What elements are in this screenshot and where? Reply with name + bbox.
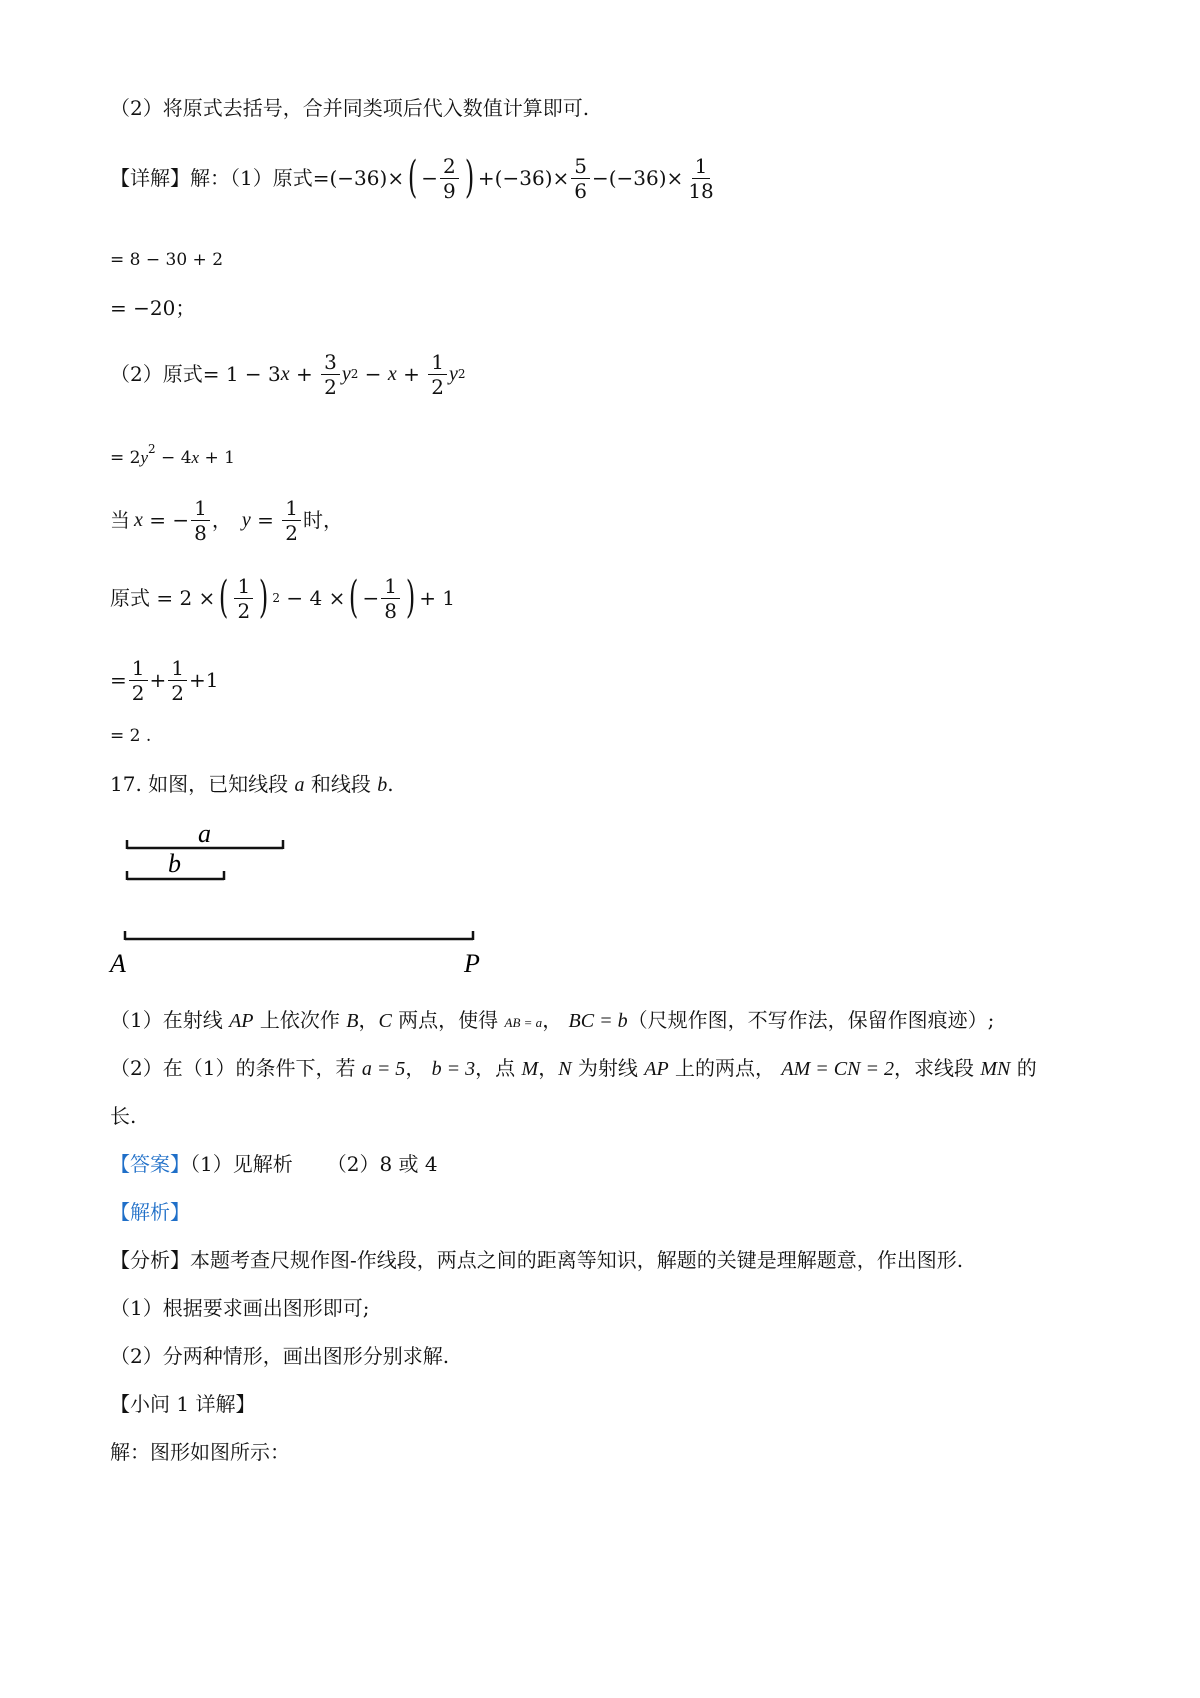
question-17-part-1	[110, 1008, 994, 1035]
detail2-eq: = 1 − 3	[202, 362, 281, 386]
step-d	[110, 654, 218, 706]
comma: ，	[405, 1056, 432, 1080]
label-P: P	[464, 949, 480, 978]
denominator: 2	[171, 680, 184, 705]
step-d-post: +1	[189, 668, 219, 692]
analysis-text: 【分析】本题考查尺规作图-作线段，两点之间的距离等知识，解题的关键是理解题意，作出图形.	[110, 1248, 964, 1272]
step-c	[110, 442, 235, 470]
point-N: N	[558, 1058, 572, 1080]
subst-mid: − 4 ×	[280, 586, 346, 610]
analysis-line-part2: （2）将原式去括号，合并同类项后代入数值计算即可.	[110, 96, 590, 120]
subst-pre: 原式 = 2 ×	[110, 586, 216, 610]
q17-2-c5: 上的两点，	[668, 1056, 782, 1080]
analysis-step-2: （2）分两种情形，画出图形分别求解.	[110, 1344, 450, 1368]
answer-part-2: （2）8 或 4	[326, 1152, 438, 1176]
step-c-mid: − 4	[155, 448, 192, 468]
numerator: 1	[191, 497, 210, 521]
q17-2-c2: ，点	[475, 1056, 522, 1080]
analysis-tag: 【解析】	[110, 1200, 190, 1224]
condition-a: a = 5	[361, 1058, 406, 1080]
condition-BC: BC = b	[568, 1010, 628, 1032]
when-post: 时，	[302, 508, 343, 532]
q17-2-c6: ，求线段	[893, 1056, 981, 1080]
numerator: 1	[381, 575, 400, 599]
q17-2-pre: （2）在（1）的条件下，若	[110, 1056, 362, 1080]
var-x: x	[134, 509, 143, 531]
q17-mid: 和线段	[304, 772, 378, 796]
when-eq1: = −	[142, 508, 190, 532]
q17-1-mid2: ，	[358, 1008, 379, 1032]
numerator: 1	[234, 575, 253, 599]
fraction-1-2	[282, 497, 301, 544]
question-17-part-2	[110, 1056, 1037, 1081]
numerator: 1	[129, 657, 148, 681]
fraction-1-2	[168, 657, 187, 704]
subquestion-1-heading: 【小问 1 详解】	[110, 1392, 256, 1416]
q17-pre: 17. 如图，已知线段	[110, 772, 295, 796]
q17-1-mid4: ，	[542, 1008, 569, 1032]
label-a: a	[198, 820, 211, 848]
exponent: 2	[148, 442, 156, 456]
detail-prefix: 【详解】解：（1）原式	[110, 166, 313, 190]
denominator: 2	[285, 520, 298, 545]
numerator: 1	[692, 155, 711, 179]
right-paren: )	[464, 152, 475, 203]
when-pre: 当	[110, 508, 130, 532]
numerator: 2	[440, 155, 459, 179]
q17-2-c4: 为射线	[571, 1056, 645, 1080]
numerator: 1	[282, 497, 301, 521]
denominator: 2	[237, 598, 251, 623]
step-a: = 8 − 30 + 2	[110, 250, 224, 270]
denominator: 9	[443, 178, 456, 203]
denominator: 2	[131, 680, 145, 705]
numerator: 3	[321, 351, 340, 375]
denominator: 6	[574, 178, 587, 203]
numerator: 5	[571, 155, 590, 179]
substitution-expression: 原式 = 2 × ( $\frac{1}{2}$ ) 2 − 4 × ( − $\frac{1}{8}$ ) + 1	[110, 572, 456, 623]
q17-post: .	[387, 772, 394, 796]
step-b: = −20；	[110, 296, 196, 320]
plus: +	[396, 362, 427, 386]
q17-2-c7: 的	[1010, 1056, 1037, 1080]
answer-part-1: （1）见解析	[190, 1152, 293, 1176]
left-paren: (	[219, 572, 229, 623]
when-condition	[110, 494, 343, 546]
step-e: = 2 .	[110, 726, 152, 746]
question-17	[110, 772, 394, 797]
detail2-prefix: （2）原式	[110, 362, 203, 386]
q17-1-pre: （1）在射线	[110, 1008, 230, 1032]
var-y: y	[341, 363, 351, 385]
point-M: M	[521, 1058, 539, 1080]
fraction-sign: −	[421, 166, 439, 190]
fraction-1-8	[191, 497, 210, 544]
var-b: b	[377, 774, 388, 796]
ray-AP: AP	[644, 1058, 669, 1080]
left-paren: (	[407, 152, 418, 203]
fraction-1-2	[129, 657, 148, 704]
q17-1-mid3: 两点，使得	[391, 1008, 505, 1032]
ray-AP: AP	[229, 1010, 254, 1032]
point-B: B	[346, 1010, 359, 1032]
fraction-1-8	[381, 575, 400, 622]
numerator: 1	[168, 657, 187, 681]
fraction-1-18	[685, 155, 716, 202]
fraction-2-9	[440, 155, 459, 202]
label-A: A	[110, 949, 126, 978]
comma: ，	[538, 1056, 559, 1080]
step-c-post: + 1	[199, 448, 235, 468]
step-c-pre: = 2	[110, 448, 141, 468]
var-a: a	[294, 774, 305, 796]
answer-tag: 【答案】	[110, 1152, 190, 1176]
fraction-1-2	[428, 351, 447, 398]
denominator: 8	[194, 520, 207, 545]
term-1: (−36)×	[329, 166, 405, 190]
minus: −	[358, 362, 388, 386]
var-x: x	[280, 363, 290, 385]
condition-AM-CN: AM = CN = 2	[781, 1058, 894, 1080]
var-y: y	[241, 509, 251, 531]
condition-AB: AB = a	[504, 1015, 543, 1030]
var-x: x	[191, 448, 200, 467]
step-d-pre: =	[110, 668, 127, 692]
question-17-part-2-cont: 长.	[110, 1104, 137, 1128]
q17-1-mid1: 上依次作	[253, 1008, 347, 1032]
point-C: C	[378, 1010, 392, 1032]
condition-b: b = 3	[431, 1058, 476, 1080]
q17-1-post: （尺规作图，不写作法，保留作图痕迹）;	[627, 1008, 995, 1032]
denominator: 18	[688, 178, 714, 203]
detail-expression-2: （2）原式 = 1 − 3 x + $\frac{3}{2}$ y 2 − x + $\frac{1}{2}$ y 2	[110, 349, 466, 399]
numerator: 1	[428, 351, 447, 375]
denominator: 2	[324, 374, 337, 399]
right-paren: )	[405, 572, 416, 623]
fraction-1-2	[234, 575, 253, 622]
analysis-step-1: （1）根据要求画出图形即可;	[110, 1296, 370, 1320]
segment-figure	[0, 820, 560, 980]
when-eq2: =	[250, 508, 281, 532]
solution-line: 解：图形如图所示：	[110, 1440, 290, 1464]
term-3: −(−36)×	[591, 166, 684, 190]
fraction-3-2	[321, 351, 340, 398]
var-y: y	[140, 448, 149, 467]
answer-line	[110, 1152, 438, 1176]
plus: +	[149, 668, 167, 692]
when-comma: ，	[211, 508, 232, 532]
denominator: 8	[384, 598, 398, 623]
var-y: y	[449, 363, 458, 385]
label-b: b	[168, 849, 181, 878]
denominator: 2	[431, 374, 445, 399]
plus: +	[289, 362, 320, 386]
detail-expression-1	[110, 150, 719, 206]
subst-post: + 1	[419, 586, 456, 610]
subst-neg: −	[362, 586, 380, 610]
right-paren: )	[259, 572, 269, 623]
left-paren: (	[349, 572, 359, 623]
equals-sign: =	[312, 166, 330, 190]
term-2: +(−36)×	[477, 166, 570, 190]
fraction-5-6	[571, 155, 590, 202]
var-x: x	[387, 363, 397, 385]
segment-MN: MN	[980, 1058, 1011, 1080]
